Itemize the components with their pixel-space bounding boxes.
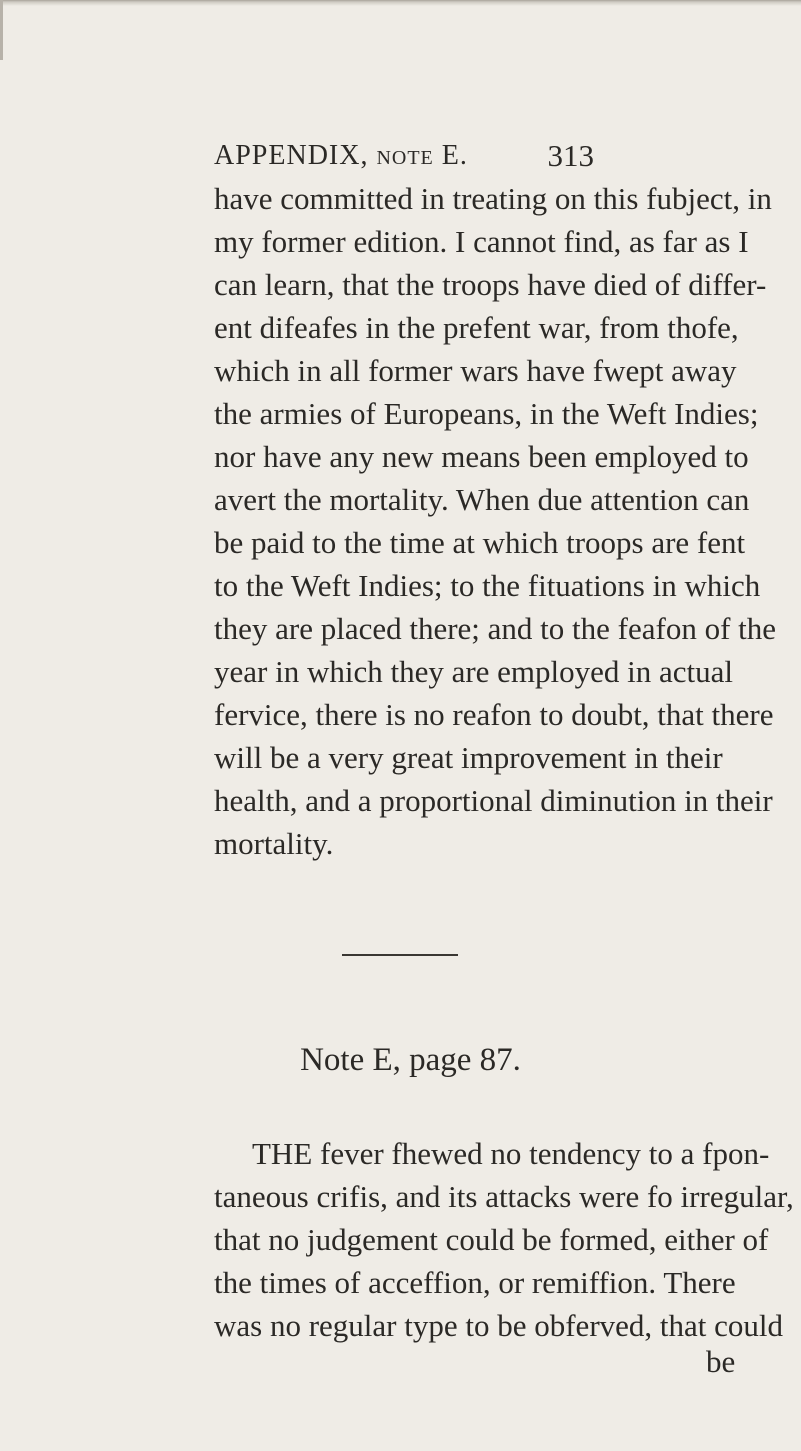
text-line: to the Weft Indies; to the fituations in which [214,568,761,603]
text-line: which in all former wars have fwept away [214,353,737,388]
text-line: the times of acceffion, or remiffion. There [214,1265,736,1300]
text-line: year in which they are employed in actual [214,654,734,689]
text-line: they are placed there; and to the feafon of the [214,611,777,646]
section-heading: Note E, page 87. [300,1042,521,1078]
text-line: have committed in treating on this fubject, in [214,181,772,216]
text-line: be paid to the time at which troops are fent [214,525,746,560]
text-line: avert the mortality. When due attention can [214,482,750,517]
text-line: THE fever fhewed no tendency to a fpon- [252,1136,770,1171]
text-line: taneous crifis, and its attacks were fo irregular, [214,1179,794,1214]
page-top-edge [0,0,801,6]
page-left-edge [0,0,3,60]
text-line: will be a very great improvement in their [214,740,723,775]
running-head [214,136,594,176]
running-head-title: APPENDIX, note E. [214,140,468,171]
text-line: was no regular type to be obferved, that could [214,1308,784,1343]
text-line: nor have any new means been employed to [214,439,749,474]
text-line: mortality. [214,826,334,861]
text-line: health, and a proportional diminution in their [214,783,773,818]
catchword: be [706,1344,736,1379]
text-line: fervice, there is no reafon to doubt, that there [214,697,774,732]
section-divider [342,954,458,956]
page-number: 313 [547,138,594,173]
text-line: ent difeafes in the prefent war, from thofe, [214,310,739,345]
text-line: the armies of Europeans, in the Weft Indies; [214,396,759,431]
text-line: can learn, that the troops have died of differ- [214,267,767,302]
text-line: my former edition. I cannot find, as far as I [214,224,749,259]
text-line: that no judgement could be formed, either of [214,1222,769,1257]
